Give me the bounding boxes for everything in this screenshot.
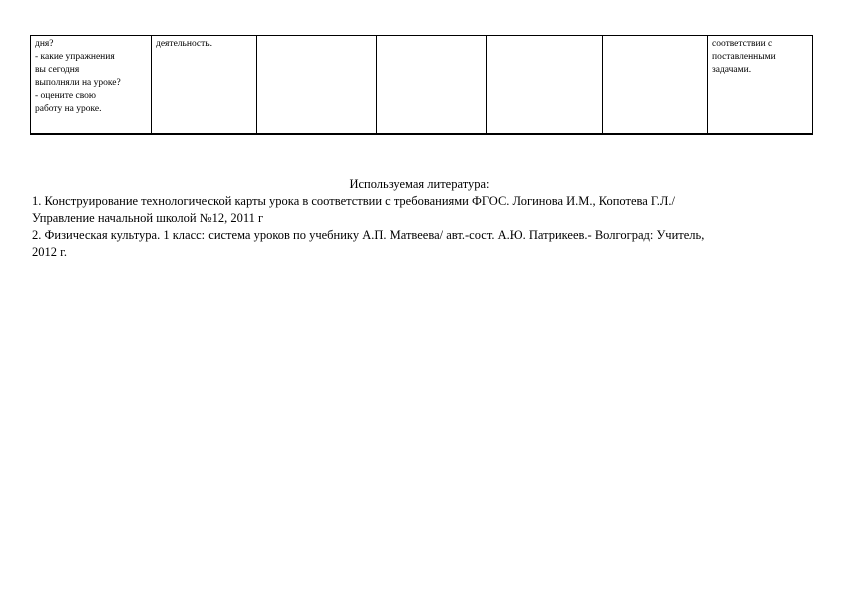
cell-line: вы сегодня [35, 65, 80, 75]
table-cell-empty [487, 36, 603, 134]
literature-title: Используемая литература: [349, 177, 490, 191]
cell-line: поставленными [712, 52, 776, 62]
table-row [31, 36, 813, 134]
cell-line: деятельность. [156, 39, 213, 49]
cell-line: выполняли на уроке? [35, 78, 121, 88]
table-cell-activity [152, 36, 257, 134]
table-cell-empty [603, 36, 708, 134]
cell-line: дня? [35, 39, 54, 49]
cell-line: задачами. [712, 65, 752, 75]
literature-line: 2. Физическая культура. 1 класс: система уроков по учебнику А.П. Матвеева/ авт.-сост. А.Ю. Патрикеев.- Волгоград: Учитель, [32, 228, 705, 242]
literature-section [32, 176, 807, 261]
cell-line: - какие упражнения [35, 52, 115, 62]
lesson-plan-table [30, 35, 813, 135]
table-cell-questions [31, 36, 152, 134]
table-cell-empty [257, 36, 377, 134]
table-cell-empty [377, 36, 487, 134]
literature-line: 1. Конструирование технологической карты урока в соответствии с требованиями ФГОС. Логинова И.М., Копотева Г.Л./ [32, 194, 675, 208]
literature-line: 2012 г. [32, 245, 67, 259]
cell-line: работу на уроке. [35, 104, 102, 114]
literature-line: Управление начальной школой №12, 2011 г [32, 211, 264, 225]
table-cell-results [708, 36, 813, 134]
cell-line: - оцените свою [35, 91, 96, 101]
cell-line: соответствии с [712, 39, 773, 49]
